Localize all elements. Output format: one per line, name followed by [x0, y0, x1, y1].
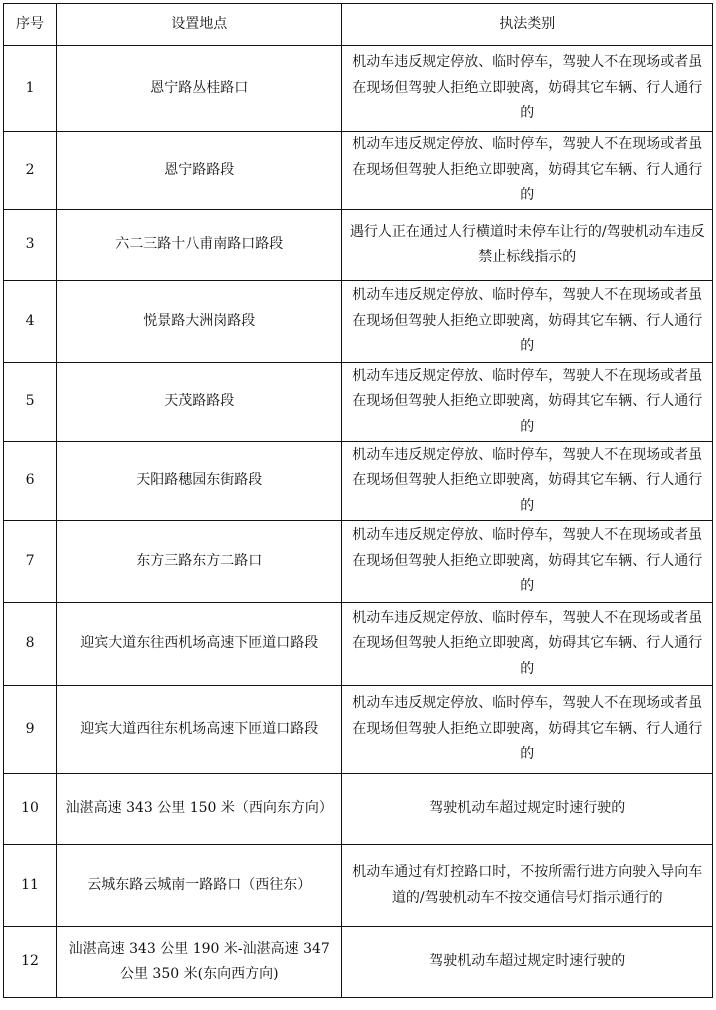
- row-location: 汕湛高速 343 公里 150 米（西向东方向）: [57, 774, 342, 845]
- row-location: 恩宁路丛桂路口: [57, 46, 342, 132]
- table-row: [4, 281, 713, 363]
- table-row: [4, 686, 713, 774]
- row-location: 东方三路东方二路口: [57, 521, 342, 603]
- row-location: 迎宾大道西往东机场高速下匝道口路段: [57, 686, 342, 774]
- header-location: 设置地点: [57, 4, 342, 46]
- row-type: 机动车违反规定停放、临时停车，驾驶人不在现场或者虽在现场但驾驶人拒绝立即驶离，妨碍其它车辆、行人通行的: [342, 46, 713, 132]
- row-location: 云城东路云城南一路路口（西往东）: [57, 845, 342, 927]
- row-no: 11: [4, 845, 57, 927]
- table-row: [4, 132, 713, 210]
- row-no: 7: [4, 521, 57, 603]
- table-row: [4, 603, 713, 686]
- row-location: 迎宾大道东往西机场高速下匝道口路段: [57, 603, 342, 686]
- table-row: [4, 46, 713, 132]
- table-row: [4, 845, 713, 927]
- row-no: 12: [4, 927, 57, 998]
- row-type: 机动车通过有灯控路口时，不按所需行进方向驶入导向车道的/驾驶机动车不按交通信号灯指示通行的: [342, 845, 713, 927]
- row-no: 2: [4, 132, 57, 210]
- header-type: 执法类别: [342, 4, 713, 46]
- row-no: 5: [4, 363, 57, 442]
- table-row: [4, 927, 713, 998]
- row-type: 机动车违反规定停放、临时停车，驾驶人不在现场或者虽在现场但驾驶人拒绝立即驶离，妨碍其它车辆、行人通行的: [342, 521, 713, 603]
- row-no: 10: [4, 774, 57, 845]
- header-row: [4, 4, 713, 46]
- table-row: [4, 521, 713, 603]
- row-location: 六二三路十八甫南路口路段: [57, 210, 342, 281]
- row-type: 遇行人正在通过人行横道时未停车让行的/驾驶机动车违反禁止标线指示的: [342, 210, 713, 281]
- enforcement-table: [3, 3, 713, 998]
- row-location: 悦景路大洲岗路段: [57, 281, 342, 363]
- row-no: 9: [4, 686, 57, 774]
- row-location: 天阳路穗园东街路段: [57, 442, 342, 521]
- row-no: 1: [4, 46, 57, 132]
- table-row: [4, 774, 713, 845]
- header-no: 序号: [4, 4, 57, 46]
- row-location: 汕湛高速 343 公里 190 米-汕湛高速 347 公里 350 米(东向西方向): [57, 927, 342, 998]
- row-type: 驾驶机动车超过规定时速行驶的: [342, 927, 713, 998]
- row-type: 机动车违反规定停放、临时停车，驾驶人不在现场或者虽在现场但驾驶人拒绝立即驶离，妨碍其它车辆、行人通行的: [342, 603, 713, 686]
- row-type: 机动车违反规定停放、临时停车，驾驶人不在现场或者虽在现场但驾驶人拒绝立即驶离，妨碍其它车辆、行人通行的: [342, 686, 713, 774]
- row-no: 8: [4, 603, 57, 686]
- row-no: 6: [4, 442, 57, 521]
- row-type: 机动车违反规定停放、临时停车，驾驶人不在现场或者虽在现场但驾驶人拒绝立即驶离，妨碍其它车辆、行人通行的: [342, 363, 713, 442]
- row-location: 天茂路路段: [57, 363, 342, 442]
- row-type: 机动车违反规定停放、临时停车，驾驶人不在现场或者虽在现场但驾驶人拒绝立即驶离，妨碍其它车辆、行人通行的: [342, 132, 713, 210]
- row-no: 3: [4, 210, 57, 281]
- table-row: [4, 363, 713, 442]
- row-type: 机动车违反规定停放、临时停车，驾驶人不在现场或者虽在现场但驾驶人拒绝立即驶离，妨碍其它车辆、行人通行的: [342, 442, 713, 521]
- row-type: 驾驶机动车超过规定时速行驶的: [342, 774, 713, 845]
- row-no: 4: [4, 281, 57, 363]
- table-row: [4, 210, 713, 281]
- row-location: 恩宁路路段: [57, 132, 342, 210]
- row-type: 机动车违反规定停放、临时停车，驾驶人不在现场或者虽在现场但驾驶人拒绝立即驶离，妨碍其它车辆、行人通行的: [342, 281, 713, 363]
- table-row: [4, 442, 713, 521]
